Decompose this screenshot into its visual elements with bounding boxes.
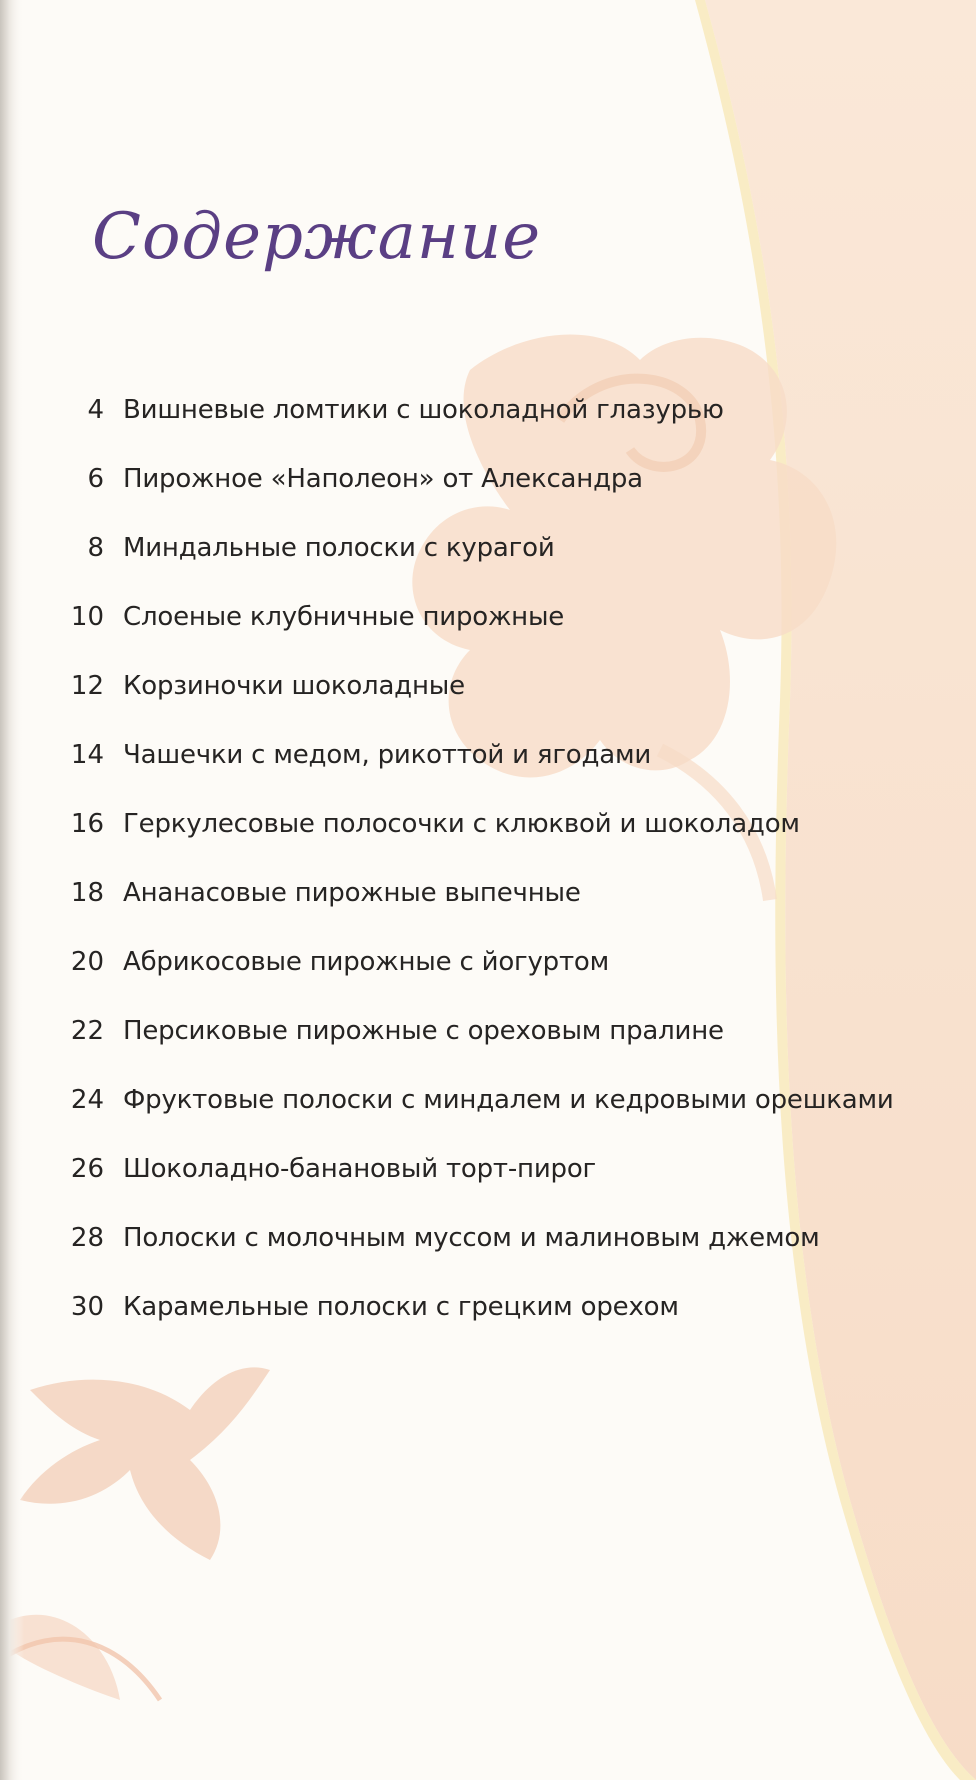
toc-entry [0, 1074, 976, 1126]
toc-page-number: 8 [87, 533, 104, 563]
toc-entry [0, 1212, 976, 1264]
toc-entry-title: Геркулесовые полосочки с клюквой и шоколадом [123, 809, 800, 839]
toc-entry-title: Ананасовые пирожные выпечные [123, 878, 581, 908]
toc-page-number: 18 [70, 878, 104, 908]
toc-entry [0, 1281, 976, 1333]
toc-page-number: 22 [70, 1016, 104, 1046]
toc-entry [0, 1143, 976, 1195]
toc-page-number: 30 [70, 1292, 104, 1322]
toc-page-number: 20 [70, 947, 104, 977]
toc-entry [0, 867, 976, 919]
toc-page-number: 24 [70, 1085, 104, 1115]
page-title: Содержание [92, 200, 542, 274]
toc-page-number: 4 [87, 395, 104, 425]
toc-page-number: 28 [70, 1223, 104, 1253]
toc-entry-title: Пирожное «Наполеон» от Александра [123, 464, 643, 494]
toc-entry-title: Миндальные полоски с курагой [123, 533, 555, 563]
toc-entry-title: Полоски с молочным муссом и малиновым джемом [123, 1223, 820, 1253]
toc-entry [0, 384, 976, 436]
toc-entry [0, 798, 976, 850]
toc-page-number: 14 [70, 740, 104, 770]
toc-entry-title: Абрикосовые пирожные с йогуртом [123, 947, 610, 977]
toc-entry-title: Шоколадно-банановый торт-пирог [123, 1154, 597, 1184]
toc-entry-title: Слоеные клубничные пирожные [123, 602, 565, 632]
toc-entry [0, 936, 976, 988]
toc-entry-title: Корзиночки шоколадные [123, 671, 465, 701]
toc-entry-title: Персиковые пирожные с ореховым пралине [123, 1016, 724, 1046]
toc-page-number: 16 [70, 809, 104, 839]
toc-entry-title: Фруктовые полоски с миндалем и кедровыми орешками [123, 1085, 894, 1115]
toc-entry [0, 1005, 976, 1057]
toc-page-number: 6 [87, 464, 104, 494]
toc-entry-title: Вишневые ломтики с шоколадной глазурью [123, 395, 724, 425]
toc-entry [0, 453, 976, 505]
toc-page-number: 12 [70, 671, 104, 701]
toc-page-number: 26 [70, 1154, 104, 1184]
toc-entry-title: Чашечки с медом, рикоттой и ягодами [123, 740, 652, 770]
toc-entry [0, 660, 976, 712]
toc-entry [0, 522, 976, 574]
toc-page-number: 10 [70, 602, 104, 632]
toc-entry [0, 729, 976, 781]
toc-entry [0, 591, 976, 643]
toc-entry-title: Карамельные полоски с грецким орехом [123, 1292, 679, 1322]
